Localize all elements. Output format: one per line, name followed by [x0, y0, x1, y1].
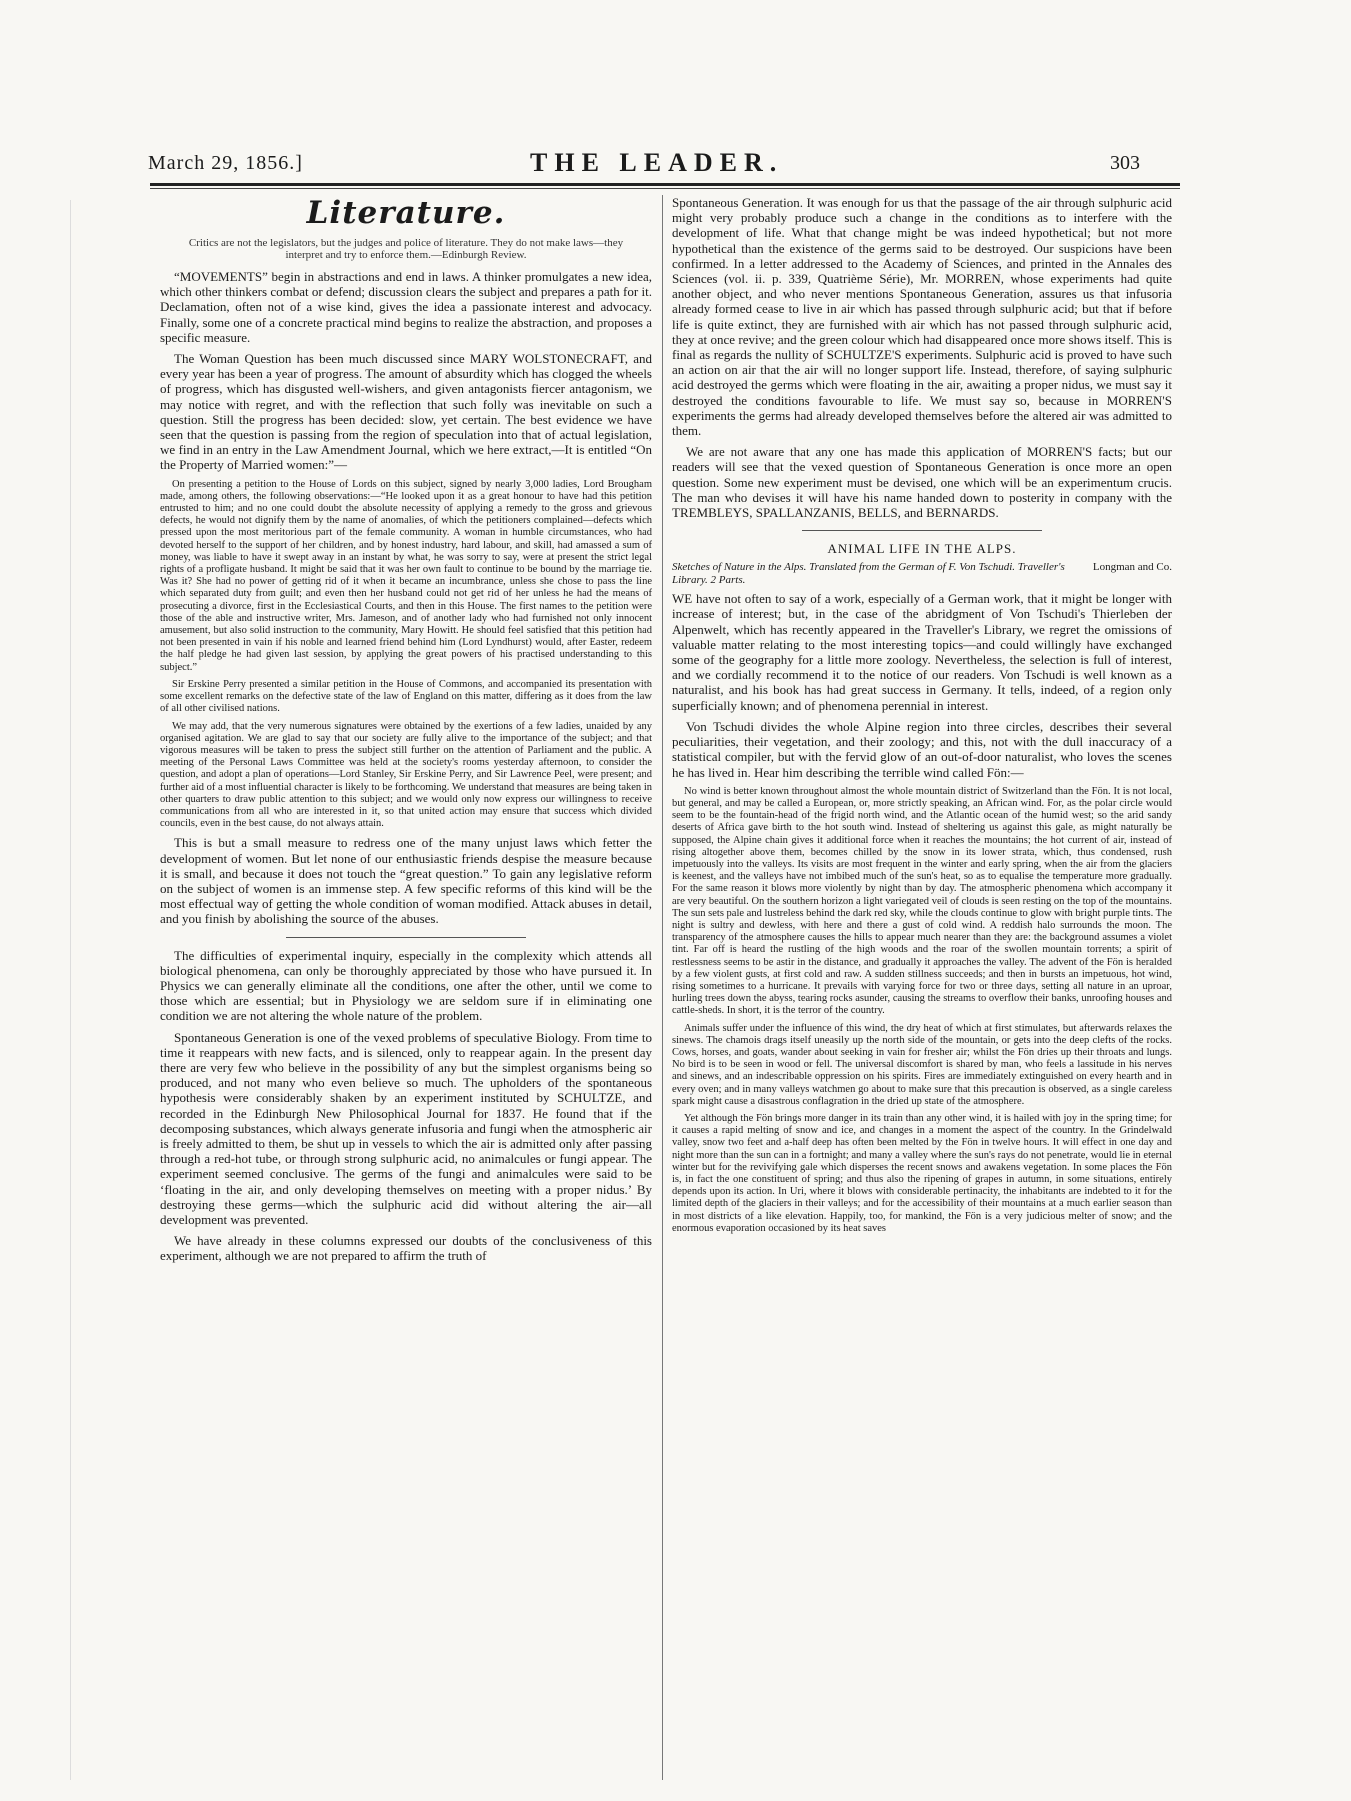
article-paragraph: This is but a small measure to redress one of the many unjust laws which fetter the development of women. But let none of our enthusiastic friends despise the measure because it is small, and because it does not touch the “great question.” To gain any legislative reform on the subject of women is an immense step. A few specific reforms of this kind will be the most effectual way of getting the whole condition of woman modified. Attack abuses in detail, and you finish by abolishing the source of the abuses. — [160, 835, 652, 927]
page-edge-line — [70, 200, 71, 1780]
article-paragraph: Spontaneous Generation is one of the vexed problems of speculative Biology. From time to time it reappears with new facts, and is silenced, only to reappear again. In the present day there are very few who believe in the possibility of any but the simplest organisms being so produced, and not many who even believe so much. The upholders of the spontaneous hypothesis were considerably shaken by an experiment instituted by SCHULTZE, and recorded in the Edinburgh New Philosophical Journal for 1837. He found that if the decomposing substances, which always generate infusoria and fungi when the atmospheric air is freely admitted to them, be shut up in vessels to which the air is admitted only after passing through a red-hot tube, or through strong sulphuric acid, no animalcules or fungi appear. The experiment seemed conclusive. The germs of the fungi and animalcules were said to be ‘floating in the air, and only developing themselves on meeting with a proper nidus.’ By destroying these germs—which the sulphuric acid did without altering the air—all development was prevented. — [160, 1029, 652, 1227]
review-title: ANIMAL LIFE IN THE ALPS. — [827, 541, 1017, 557]
quoted-paragraph: Yet although the Fön brings more danger in its train than any other wind, it is hailed with joy in the spring time; for it causes a rapid melting of snow and ice, and changes in a moment the aspect of the country. In the Grindelwald valley, snow two feet and a-half deep has often been melted by the Fön in twelve hours. It will effect in one day and night more than the sun can in a fortnight; and many a valley where the sun's rays do not penetrate, would lie in eternal winter but for the revivifying gale which disperses the recent snows and awakens vegetation. In some places the Fön is, in fact the one constituent of spring; and thus also the ripening of grapes in autumn, in some situations, entirely depends upon its action. In Uri, where it blows with considerable pertinacity, the inhabitants are indebted to it for the limited depth of the glaciers in their valleys; and for the accessibility of their mountains at a much earlier season than in most districts of a like elevation. Happily, too, for mankind, the Fön is a very judicious melter of snow; and the enormous evaporation occasioned by its heat saves — [672, 1112, 1172, 1234]
article-paragraph: Spontaneous Generation. It was enough for us that the passage of the air through sulphuric acid might very probably produce such a change in the conditions as to interfere with the development of life. What that change might be was indeed hypothetical; but not more hypothetical than the existence of the germs said to be destroyed. Our suspicions have been confirmed. In a letter addressed to the Academy of Sciences, and printed in the Annales des Sciences (vol. ii. p. 339, Quatrième Série), Mr. MORREN, whose experiments had quite another object, and who never mentions Spontaneous Generation, assures us that infusoria already formed cease to live in air which has passed through sulphuric acid; but that if before life is quite extinct, they are furnished with air which has not passed through sulphuric acid, they at once revive; and the green colour which had disappeared once more shows itself. This is final as regards the nullity of SCHULTZE'S experiments. Sulphuric acid is proved to have such an action on air that the air will no longer support life. Instead, therefore, of saying sulphuric acid destroyed the germs which were floating in the air, awaiting a proper nidus, we must say it destroyed the conditions favourable to life. We must say so, because in MORREN'S experiments the germs had already developed themselves before the altered air was admitted to them. — [672, 195, 1172, 439]
quoted-paragraph: Animals suffer under the influence of this wind, the dry heat of which at first stimulates, but afterwards relaxes the sinews. The chamois drags itself uneasily up the north side of the mountain, or gets into the deep clefts of the rocks. Cows, horses, and goats, wander about seeking in vain for fresher air; whilst the Fön dries up their throats and lungs. No bird is to be seen in wood or fell. The universal discomfort is shared by man, who feels a lassitude in his nerves and sinews, and an indescribable oppression on his spirits. Fires are immediately extinguished on every hearth and in every oven; and in many valleys watchmen go about to make sure that this precaution is observed, as a single careless spark might cause a disastrous conflagration in the dried up state of the atmosphere. — [672, 1022, 1172, 1107]
section-divider — [802, 530, 1042, 531]
book-title: Sketches of Nature in the Alps. Translated from the German of F. Von Tschudi. Traveller's Library. 2 Parts. — [672, 561, 1065, 587]
page-number: 303 — [1110, 152, 1140, 174]
article-paragraph: WE have not often to say of a work, especially of a German work, that it might be longer with increase of interest; but, in the case of the abridgment of Von Tschudi's Thierleben der Alpenwelt, which has recently appeared in the Traveller's Library, we regret the omissions of valuable matter relating to the most interesting topics—and could willingly have exchanged some of the geography for a little more zoology. Nevertheless, the selection is full of interest, and we cordially recommend it to the notice of our readers. Von Tschudi is well known as a naturalist, and his book has had great success in Germany. It tells, indeed, of a region only superficially known; and of phenomena perennial in interest. — [672, 591, 1172, 713]
book-info — [672, 561, 1172, 587]
column-divider — [662, 195, 663, 1780]
left-column — [160, 195, 652, 1780]
quoted-paragraph: On presenting a petition to the House of Lords on this subject, signed by nearly 3,000 ladies, Lord Brougham made, among others, the following observations:—“He looked upon it as a great honour to have had this petition entrusted to him; and no one could doubt the absolute necessity of applying a remedy to the gross and grievous defects, he would not dignify them by the name of anomalies, of which the petitioners complained—defects which pressed upon the most meritorious part of the female community. A woman in humble circumstances, who had devoted herself to the support of her children, and by honest industry, hard labour, and skill, had amassed a sum of money, was liable to have it swept away in an instant by what, he was sorry to say, were at present the strict legal rights of a profligate husband. It might be said that it was her own fault to continue to be bound by the marriage tie. Was it? She had no power of getting rid of it when it became an incumbrance, unless she chose to pass the line which separated duty from guilt; and even then her husband could not get rid of her unless he had the means of prosecuting a divorce, first in the Ecclesiastical Courts, and then in this House. The first names to the petition were those of the able and instructive writer, Mrs. Jameson, and of another lady who had furnished not only innocent amusement, but also solid instruction to the community, Mary Howitt. He should feel satisfied that this petition had not been presented in vain if his noble and learned friend behind him (Lord Lyndhurst) would, after Easter, redeem the half pledge he had given last session, by applying the great powers of his practised understanding to this subject.” — [160, 478, 652, 673]
article-paragraph: The Woman Question has been much discussed since MARY WOLSTONECRAFT, and every year has been a year of progress. The amount of absurdity which has clogged the wheels of progress, which has disgusted well-wishers, and given antagonists fiercer antagonism, we may notice with regret, and with the reflection that such folly was inevitable on such a question. Still the progress has been decided: slow, yet certain. The best evidence we have seen that the question is passing from the region of speculation into that of actual legislation, we find in an entry in the Law Amendment Journal, which we here extract,—It is entitled “On the Property of Married women:”— — [160, 351, 652, 473]
epigraph: Critics are not the legislators, but the judges and police of literature. They do not make laws—they interpret and try to enforce them.—Edinburgh Review. — [188, 237, 624, 261]
article-paragraph: The difficulties of experimental inquiry, especially in the complexity which attends all biological phenomena, can only be thoroughly appreciated by those who have pursued it. In Physics we can generally eliminate all the conditions, one after the other, until we come to those which are essential; but in Physiology we are seldom sure if in eliminating one condition we are not altering the whole nature of the problem. — [160, 947, 652, 1024]
article-paragraph: We are not aware that any one has made this application of MORREN'S facts; but our readers will see that the vexed question of Spontaneous Generation is once more an open question. Some new experiment must be devised, one which will be an experimentum crucis. The man who devises it will have his name handed down to posterity in company with the TREMBLEYS, SPALLANZANIS, BELLS, and BERNARDS. — [672, 444, 1172, 521]
section-title: Literature. — [306, 195, 506, 231]
masthead — [140, 148, 1170, 178]
quoted-paragraph: Sir Erskine Perry presented a similar petition in the House of Commons, and accompanied its presentation with some excellent remarks on the defective state of the law of England on this matter, differing as it does from the law of all other civilised nations. — [160, 678, 652, 715]
publisher: Longman and Co. — [1092, 561, 1172, 574]
article-paragraph: “MOVEMENTS” begin in abstractions and end in laws. A thinker promulgates a new idea, which other thinkers combat or defend; discussion clears the subject and prepares a path for it. Declamation, often not of a wise kind, gives the idea a passionate interest and advocacy. Finally, some one of a concrete practical mind begins to realize the abstraction, and proposes a specific measure. — [160, 269, 652, 345]
masthead-rule-thick — [150, 183, 1180, 186]
section-divider — [286, 937, 526, 938]
quoted-paragraph: No wind is better known throughout almost the whole mountain district of Switzerland than the Fön. It is not local, but general, and may be called a European, or, more strictly speaking, an African wind. For, as the polar circle would seem to be the fountain-head of the frigid north wind, and the Atlantic ocean of the humid west; so the arid sandy deserts of Africa gave birth to the hot south wind. Instead of sheltering us against this gale, as might naturally be supposed, the Alpine chain gives it additional force when it reaches the mountains; the hot current of air, instead of rising altogether above them, becomes chilled by the snow in its lower strata, which, thus condensed, rush impetuously into the valleys. Its visits are most frequent in the winter and early spring, when the air from the glaciers is keenest, and the valleys have not imbibed much of the sun's heat, so as to equalise the temperature more gradually. For the same reason it blows more violently by night than by day. The atmospheric phenomena which accompany it are very beautiful. On the southern horizon a light variegated veil of clouds is seen resting on the top of the mountains. The sun sets pale and lustreless behind the dark red sky, while the clouds continue to glow with bright purple tints. The night is sultry and dewless, with here and there a gust of cold wind. A reddish halo surrounds the moon. The transparency of the atmosphere causes the hills to appear much nearer than they are: the background assumes a violet tint. Far off is heard the rustling of the high woods and the roar of the swollen mountain torrents; a spirit of restlessness seems to be astir in the distance, and gradually it approaches the valley. The advent of the Fön is heralded by a few violent gusts, at first cold and raw. A sudden stillness succeeds; and then in bursts an impetuous, hot wind, rising sometimes to a hurricane. It prevails with varying force for two or three days, setting all nature in an uproar, hurling trees down the abyss, tearing rocks asunder, causing the streams to overflow their banks, unroofing houses and cattle-sheds. In short, it is the terror of the country. — [672, 785, 1172, 1017]
article-paragraph: Von Tschudi divides the whole Alpine region into three circles, describes their several peculiarities, their vegetation, and their zoology; and this, not with the dull inaccuracy of a statistical compiler, but with the fervid glow of an out-of-door naturalist, who loves the scenes he has lived in. Hear him describing the terrible wind called Fön:— — [672, 718, 1172, 780]
quoted-paragraph: We may add, that the very numerous signatures were obtained by the exertions of a few ladies, unaided by any organised agitation. We are glad to say that our society are fully alive to the importance of the subject; and that vigorous measures will be taken to press the subject still further on the attention of Parliament and the public. A meeting of the Personal Laws Committee was held at the society's rooms yesterday afternoon, to consider the question, and adopt a plan of operations—Lord Stanley, Sir Erskine Perry, and Sir Lawrence Peel, were present; and further aid of a most influential character is likely to be forthcoming. We understand that measures are being taken in other quarters to draw public attention to this subject; and we would only now express our willingness to receive communications from all who are interested in it, so that united action may ensure that success which divided councils, even in the best cause, do not always attain. — [160, 720, 652, 830]
masthead-rule-thin — [150, 188, 1180, 189]
issue-date: March 29, 1856.] — [148, 152, 303, 174]
article-paragraph: We have already in these columns expressed our doubts of the conclusiveness of this experiment, although we are not prepared to affirm the truth of — [160, 1233, 652, 1264]
newspaper-title: THE LEADER. — [530, 148, 784, 177]
right-column — [672, 195, 1172, 1780]
